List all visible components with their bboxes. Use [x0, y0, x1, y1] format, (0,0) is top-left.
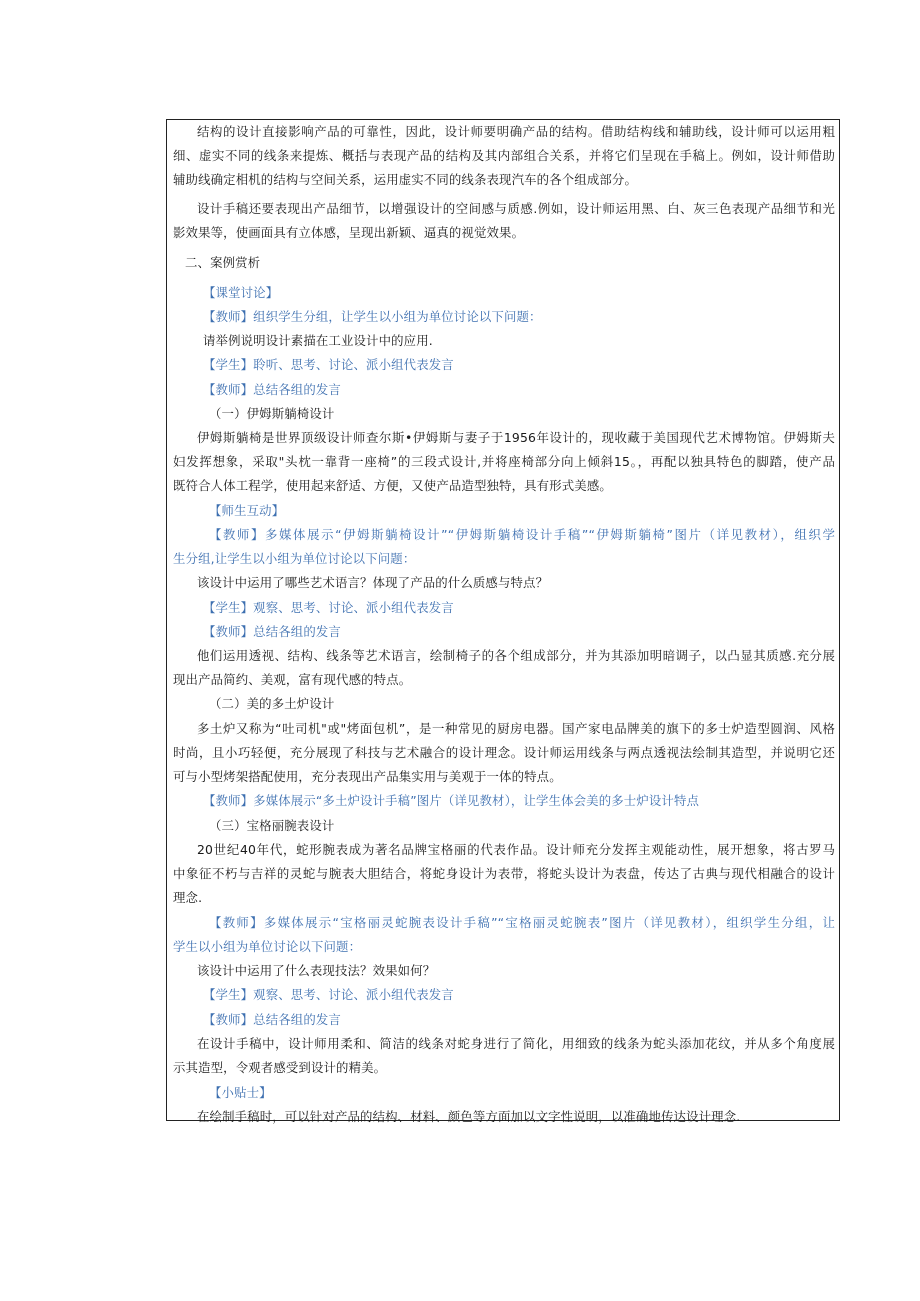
text-line-a1b: 现出产品简约、美观，富有现代感的特点。	[173, 672, 412, 687]
text-line-e3a: 20世纪40年代，蛇形腕表成为著名品牌宝格丽的代表作品。设计师充分发挥主观能动性，展开想象，将古罗马	[197, 842, 835, 857]
lesson-content-box	[166, 119, 840, 1124]
text-line-q1: 请举例说明设计素描在工业设计中的应用.	[203, 333, 433, 348]
text-line-t12: 【教师】总结各组的发言	[203, 1012, 341, 1027]
text-line-a3a: 在设计手稿中，设计师用柔和、简洁的线条对蛇身进行了简化，用细致的线条为蛇头添加花纹，并从多个角度展	[197, 1036, 835, 1051]
text-line-q2: 该设计中运用了哪些艺术语言？体现了产品的什么质感与特点？	[197, 575, 549, 590]
text-line-e1a: 伊姆斯躺椅是世界顶级设计师查尔斯•伊姆斯与妻子于1956年设计的，现收藏于美国现代艺术博物馆。伊姆斯夫	[197, 430, 835, 445]
text-line-t4: 【教师】总结各组的发言	[203, 382, 341, 397]
text-line-t9: 【教师】多媒体展示“多土炉设计手稿”图片（详见教材），让学生体会美的多士炉设计特点	[203, 793, 700, 808]
text-line-e2b: 时尚，且小巧轻便，充分展现了科技与艺术融合的设计理念。设计师运用线条与两点透视法绘制其造型，并说明它还	[173, 745, 835, 760]
text-line-t8: 【教师】总结各组的发言	[203, 624, 341, 639]
text-line-e2c: 可与小型烤架搭配使用，充分表现出产品集实用与美观于一体的特点。	[173, 769, 562, 784]
text-line-p1c: 辅助线确定相机的结构与空间关系，运用虚实不同的线条表现汽车的各个组成部分。	[173, 172, 638, 187]
text-line-t6b: 生分组,让学生以小组为单位讨论以下问题：	[173, 551, 416, 566]
text-line-tip: 在绘制手稿时，可以针对产品的结构、材料、颜色等方面加以文字性说明，以准确地传达设计理念.	[197, 1109, 741, 1124]
text-line-s1: （一）伊姆斯躺椅设计	[209, 406, 335, 421]
text-line-h2: 二、案例赏析	[185, 255, 261, 270]
text-line-s3: （三）宝格丽腕表设计	[209, 818, 335, 833]
text-line-e3c: 理念.	[173, 890, 203, 905]
text-line-t3: 【学生】聆听、思考、讨论、派小组代表发言	[203, 357, 454, 372]
text-line-e1b: 妇发挥想象，采取"头枕一靠背一座椅”的三段式设计,并将座椅部分向上倾斜15。，再配以独具特色的脚踏，使产品	[173, 454, 835, 469]
text-line-t7: 【学生】观察、思考、讨论、派小组代表发言	[203, 600, 454, 615]
text-line-a3b: 示其造型，令观者感受到设计的精美。	[173, 1060, 387, 1075]
text-line-p1a: 结构的设计直接影响产品的可靠性，因此，设计师要明确产品的结构。借助结构线和辅助线，设计师可以运用粗	[197, 124, 835, 139]
text-line-q3: 该设计中运用了什么表现技法？效果如何？	[197, 963, 436, 978]
text-line-e2a: 多土炉又称为“吐司机"或"烤面包机”，是一种常见的厨房电器。国产家电品牌美的旗下的多士炉造型圆润、风格	[197, 721, 835, 736]
text-line-t13: 【小贴士】	[209, 1085, 272, 1100]
text-line-t11: 【学生】观察、思考、讨论、派小组代表发言	[203, 987, 454, 1002]
text-line-t10b: 学生以小组为单位讨论以下问题：	[173, 939, 362, 954]
text-line-a1a: 他们运用透视、结构、线条等艺术语言，绘制椅子的各个组成部分，并为其添加明暗调子，以凸显其质感.充分展	[197, 648, 835, 663]
text-line-e1c: 既符合人体工程学，使用起来舒适、方便，又使产品造型独特，具有形式美感。	[173, 478, 612, 493]
text-line-t6a: 【教师】多媒体展示“伊姆斯躺椅设计”“伊姆斯躺椅设计手稿”“伊姆斯躺椅”图片（详见教材），组织学	[209, 527, 835, 542]
text-line-t10a: 【教师】多媒体展示“宝格丽灵蛇腕表设计手稿”“宝格丽灵蛇腕表”图片（详见教材），组织学生分组，让	[209, 915, 835, 930]
text-line-t5: 【师生互动】	[209, 503, 285, 518]
text-line-e3b: 中象征不朽与吉祥的灵蛇与腕表大胆结合，将蛇身设计为表带，将蛇头设计为表盘，传达了古典与现代相融合的设计	[173, 866, 835, 881]
text-line-p1b: 细、虚实不同的线条来提炼、概括与表现产品的结构及其内部组合关系，并将它们呈现在手稿上。例如，设计师借助	[173, 148, 835, 163]
text-line-p2a: 设计手稿还要表现出产品细节，以增强设计的空间感与质感.例如，设计师运用黑、白、灰三色表现产品细节和光	[197, 201, 835, 216]
text-line-s2: （二）美的多土炉设计	[209, 696, 335, 711]
text-line-t2: 【教师】组织学生分组，让学生以小组为单位讨论以下问题：	[203, 309, 542, 324]
text-line-p2b: 影效果等，使画面具有立体感，呈现出新颖、逼真的视觉效果。	[173, 225, 525, 240]
text-line-t1: 【课堂讨论】	[203, 285, 279, 300]
